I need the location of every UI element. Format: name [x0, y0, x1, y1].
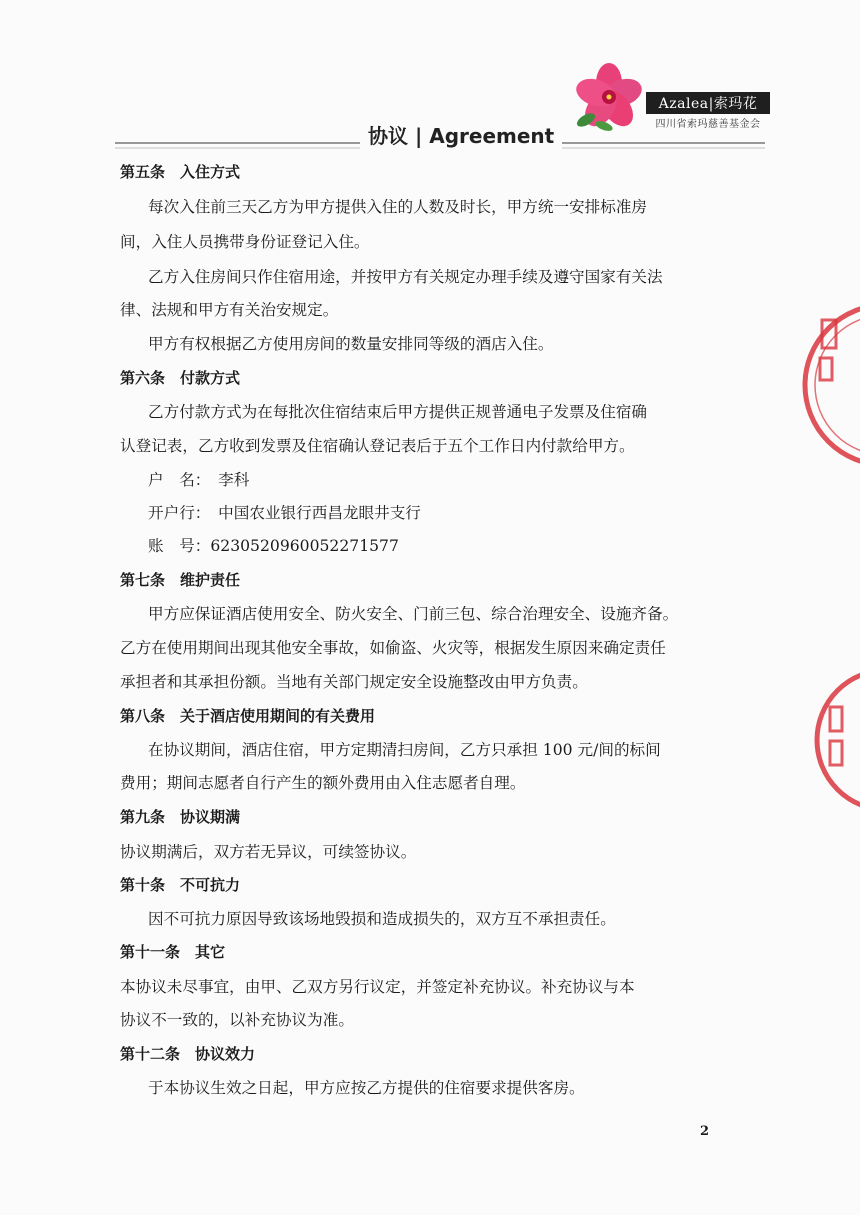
article-7-heading: 第七条 维护责任	[120, 571, 241, 589]
paragraph-line: 于本协议生效之日起，甲方应按乙方提供的住宿要求提供客房。	[148, 1079, 585, 1097]
article-9-heading: 第九条 协议期满	[120, 808, 241, 826]
paragraph-line: 间，入住人员携带身份证登记入住。	[120, 233, 370, 251]
article-8-heading: 第八条 关于酒店使用期间的有关费用	[120, 707, 376, 725]
paragraph-line: 乙方在使用期间出现其他安全事故，如偷盗、火灾等，根据发生原因来确定责任	[120, 639, 666, 657]
paragraph-line: 甲方应保证酒店使用安全、防火安全、门前三包、综合治理安全、设施齐备。	[148, 605, 679, 623]
paragraph-line: 本协议未尽事宜，由甲、乙双方另行议定，并签定补充协议。补充协议与本	[120, 978, 635, 996]
article-11-heading: 第十一条 其它	[120, 943, 226, 961]
paragraph-line: 乙方付款方式为在每批次住宿结束后甲方提供正规普通电子发票及住宿确	[148, 403, 648, 421]
article-10-heading: 第十条 不可抗力	[120, 876, 241, 894]
azalea-flower-logo	[574, 62, 644, 132]
bank-line: 开户行： 中国农业银行西昌龙眼井支行	[148, 504, 421, 522]
seal-stamp-lower	[812, 665, 860, 815]
article-6-heading: 第六条 付款方式	[120, 369, 241, 387]
paragraph-line: 甲方有权根据乙方使用房间的数量安排同等级的酒店入住。	[148, 335, 554, 353]
paragraph-line: 律、法规和甲方有关治安规定。	[120, 301, 339, 319]
logo-brand-banner: Azalea|索玛花	[646, 92, 770, 114]
page-title: 协议 | Agreement	[360, 120, 562, 150]
paragraph-line: 每次入住前三天乙方为甲方提供入住的人数及时长，甲方统一安排标准房	[148, 198, 648, 216]
seal-stamp-upper	[800, 300, 860, 470]
page-number: 2	[700, 1124, 710, 1139]
article-12-heading: 第十二条 协议效力	[120, 1045, 256, 1063]
paragraph-line: 协议期满后，双方若无异议，可续签协议。	[120, 843, 417, 861]
logo-organization-name: 四川省索玛慈善基金会	[655, 119, 761, 130]
paragraph-line: 在协议期间，酒店住宿，甲方定期清扫房间，乙方只承担 100 元/间的标间	[148, 741, 661, 759]
paragraph-line: 认登记表，乙方收到发票及住宿确认登记表后于五个工作日内付款给甲方。	[120, 437, 635, 455]
account-number-line: 账 号：6230520960052271577	[148, 537, 399, 555]
article-5-heading: 第五条 入住方式	[120, 163, 241, 181]
paragraph-line: 承担者和其承担份额。当地有关部门规定安全设施整改由甲方负责。	[120, 673, 588, 691]
paragraph-line: 费用；期间志愿者自行产生的额外费用由入住志愿者自理。	[120, 774, 526, 792]
paragraph-line: 因不可抗力原因导致该场地毁损和造成损失的，双方互不承担责任。	[148, 910, 616, 928]
paragraph-line: 协议不一致的，以补充协议为准。	[120, 1011, 354, 1029]
account-name-line: 户 名： 李科	[148, 471, 250, 489]
paragraph-line: 乙方入住房间只作住宿用途，并按甲方有关规定办理手续及遵守国家有关法	[148, 268, 663, 286]
